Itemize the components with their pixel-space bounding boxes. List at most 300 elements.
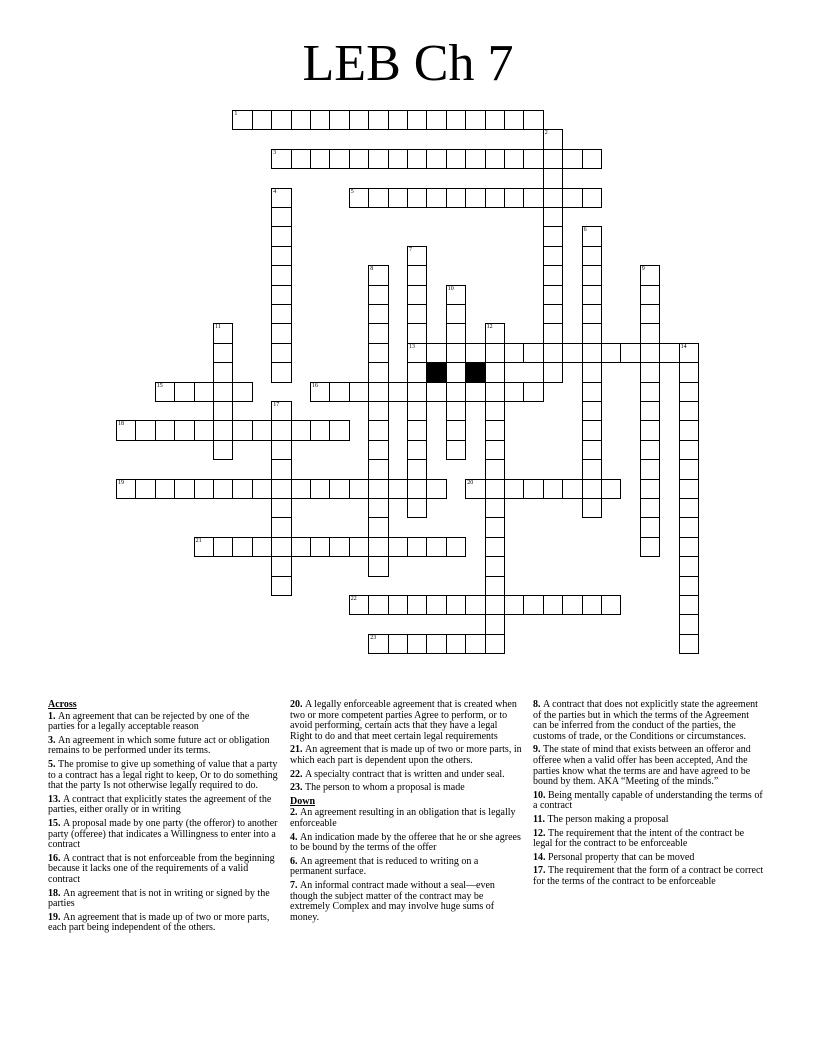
crossword-cell[interactable]: [252, 479, 272, 499]
clue-column-1: [48, 700, 278, 937]
crossword-cell[interactable]: [485, 595, 505, 615]
crossword-cell[interactable]: [174, 382, 194, 402]
blocked-cell: [465, 362, 485, 382]
crossword-cell[interactable]: [291, 110, 311, 130]
crossword-cell[interactable]: [388, 149, 408, 169]
crossword-cell[interactable]: [504, 149, 524, 169]
crossword-cell[interactable]: [407, 401, 427, 421]
crossword-cell[interactable]: [446, 323, 466, 343]
crossword-cell[interactable]: [543, 304, 563, 324]
crossword-cell[interactable]: [426, 634, 446, 654]
crossword-cell[interactable]: [213, 362, 233, 382]
clue-number: 9: [641, 266, 645, 273]
crossword-cell[interactable]: [271, 537, 291, 557]
crossword-cell[interactable]: [679, 498, 699, 518]
crossword-cell[interactable]: [271, 343, 291, 363]
clue-number: 4: [273, 188, 277, 195]
crossword-cell[interactable]: [679, 556, 699, 576]
crossword-cell[interactable]: [368, 517, 388, 537]
crossword-cell[interactable]: [388, 595, 408, 615]
crossword-cell[interactable]: [426, 149, 446, 169]
crossword-cell[interactable]: [543, 265, 563, 285]
crossword-cell[interactable]: [407, 420, 427, 440]
crossword-cell[interactable]: [582, 343, 602, 363]
crossword-cell[interactable]: [407, 479, 427, 499]
crossword-cell[interactable]: [446, 595, 466, 615]
crossword-cell[interactable]: [640, 362, 660, 382]
down-clue: 10. Being mentally capable of understanding the terms of a contract: [533, 789, 763, 812]
crossword-cell[interactable]: [679, 420, 699, 440]
across-clue: 23. The person to whom a proposal is made: [290, 782, 465, 794]
crossword-cell[interactable]: [232, 537, 252, 557]
crossword-cell[interactable]: [485, 323, 505, 343]
crossword-cell[interactable]: [388, 110, 408, 130]
crossword-cell[interactable]: [271, 440, 291, 460]
crossword-cell[interactable]: [640, 537, 660, 557]
crossword-cell[interactable]: [446, 440, 466, 460]
crossword-cell[interactable]: [582, 479, 602, 499]
crossword-cell[interactable]: [601, 479, 621, 499]
crossword-cell[interactable]: [465, 634, 485, 654]
crossword-cell[interactable]: [640, 498, 660, 518]
crossword-cell[interactable]: [640, 517, 660, 537]
crossword-cell[interactable]: [523, 110, 543, 130]
crossword-cell[interactable]: [543, 362, 563, 382]
crossword-cell[interactable]: [523, 149, 543, 169]
crossword-cell[interactable]: [407, 304, 427, 324]
crossword-cell[interactable]: [310, 479, 330, 499]
crossword-cell[interactable]: [582, 323, 602, 343]
crossword-cell[interactable]: [562, 188, 582, 208]
crossword-cell[interactable]: [271, 556, 291, 576]
crossword-cell[interactable]: [582, 362, 602, 382]
crossword-cell[interactable]: [232, 420, 252, 440]
crossword-cell[interactable]: [310, 110, 330, 130]
crossword-cell[interactable]: [271, 517, 291, 537]
crossword-cell[interactable]: [446, 420, 466, 440]
down-clue: 2. An agreement resulting in an obligation that is legally enforceable: [290, 807, 516, 829]
crossword-cell[interactable]: [368, 556, 388, 576]
crossword-cell[interactable]: [562, 479, 582, 499]
crossword-cell[interactable]: [388, 479, 408, 499]
crossword-cell[interactable]: [485, 479, 505, 499]
across-heading: Across: [48, 699, 77, 710]
crossword-cell[interactable]: [679, 459, 699, 479]
crossword-cell[interactable]: [271, 304, 291, 324]
crossword-cell[interactable]: [582, 459, 602, 479]
crossword-cell[interactable]: [543, 479, 563, 499]
crossword-cell[interactable]: [523, 188, 543, 208]
crossword-cell[interactable]: [213, 479, 233, 499]
crossword-cell[interactable]: [543, 168, 563, 188]
crossword-cell[interactable]: [426, 343, 446, 363]
crossword-cell[interactable]: [543, 207, 563, 227]
crossword-cell[interactable]: [291, 479, 311, 499]
crossword-cell[interactable]: [523, 382, 543, 402]
crossword-cell[interactable]: [116, 479, 136, 499]
crossword-cell[interactable]: [640, 343, 660, 363]
crossword-cell[interactable]: [252, 420, 272, 440]
crossword-cell[interactable]: [349, 149, 369, 169]
crossword-cell[interactable]: [232, 382, 252, 402]
crossword-cell[interactable]: [543, 323, 563, 343]
crossword-cell[interactable]: [582, 285, 602, 305]
crossword-cell[interactable]: [368, 188, 388, 208]
crossword-cell[interactable]: [485, 382, 505, 402]
crossword-cell[interactable]: [329, 537, 349, 557]
crossword-cell[interactable]: [679, 343, 699, 363]
crossword-cell[interactable]: [582, 401, 602, 421]
crossword-cell[interactable]: [388, 382, 408, 402]
crossword-cell[interactable]: [407, 382, 427, 402]
crossword-cell[interactable]: [504, 110, 524, 130]
crossword-cell[interactable]: [388, 537, 408, 557]
crossword-cell[interactable]: [426, 188, 446, 208]
crossword-cell[interactable]: [620, 343, 640, 363]
crossword-cell[interactable]: [329, 420, 349, 440]
crossword-cell[interactable]: [640, 323, 660, 343]
crossword-cell[interactable]: [271, 265, 291, 285]
crossword-cell[interactable]: [485, 401, 505, 421]
down-clue: 4. An indication made by the offeree that he or she agrees to be bound by the terms of the offer: [290, 831, 521, 854]
crossword-cell[interactable]: [679, 595, 699, 615]
crossword-cell[interactable]: [135, 479, 155, 499]
crossword-cell[interactable]: [485, 459, 505, 479]
crossword-cell[interactable]: [446, 537, 466, 557]
crossword-cell[interactable]: [271, 479, 291, 499]
crossword-cell[interactable]: [368, 110, 388, 130]
crossword-cell[interactable]: [368, 634, 388, 654]
crossword-cell[interactable]: [349, 479, 369, 499]
crossword-cell[interactable]: [446, 110, 466, 130]
crossword-cell[interactable]: [465, 110, 485, 130]
crossword-cell[interactable]: [407, 498, 427, 518]
clue-column-2: [290, 700, 522, 926]
crossword-cell[interactable]: [485, 517, 505, 537]
crossword-cell[interactable]: [543, 149, 563, 169]
crossword-cell[interactable]: [465, 343, 485, 363]
crossword-cell[interactable]: [368, 343, 388, 363]
crossword-cell[interactable]: [310, 149, 330, 169]
crossword-cell[interactable]: [349, 382, 369, 402]
crossword-cell[interactable]: [543, 246, 563, 266]
crossword-cell[interactable]: [213, 440, 233, 460]
crossword-cell[interactable]: [174, 420, 194, 440]
crossword-cell[interactable]: [523, 595, 543, 615]
crossword-cell[interactable]: [271, 323, 291, 343]
crossword-cell[interactable]: [543, 595, 563, 615]
crossword-cell[interactable]: [407, 537, 427, 557]
crossword-cell[interactable]: [213, 401, 233, 421]
crossword-cell[interactable]: [446, 382, 466, 402]
crossword-cell[interactable]: [407, 440, 427, 460]
crossword-cell[interactable]: [232, 479, 252, 499]
crossword-cell[interactable]: [252, 537, 272, 557]
clue-number: 7: [409, 246, 412, 253]
crossword-cell[interactable]: [310, 382, 330, 402]
crossword-cell[interactable]: [368, 304, 388, 324]
crossword-cell[interactable]: [232, 110, 252, 130]
crossword-cell[interactable]: [601, 595, 621, 615]
clue-number: 12: [486, 324, 493, 331]
crossword-cell[interactable]: [407, 110, 427, 130]
crossword-cell[interactable]: [368, 285, 388, 305]
crossword-cell[interactable]: [368, 323, 388, 343]
crossword-cell[interactable]: [407, 634, 427, 654]
crossword-cell[interactable]: [679, 382, 699, 402]
clue-number: 22: [350, 596, 357, 602]
crossword-cell[interactable]: [271, 459, 291, 479]
crossword-cell[interactable]: [543, 226, 563, 246]
crossword-cell[interactable]: [310, 420, 330, 440]
clue-number: 5: [350, 188, 354, 195]
crossword-cell[interactable]: [485, 440, 505, 460]
crossword-cell[interactable]: [349, 188, 369, 208]
crossword-cell[interactable]: [582, 304, 602, 324]
crossword-cell[interactable]: [640, 304, 660, 324]
crossword-cell[interactable]: [446, 304, 466, 324]
crossword-cell[interactable]: [446, 634, 466, 654]
crossword-cell[interactable]: [271, 576, 291, 596]
clue-number: 13: [409, 343, 415, 350]
crossword-cell[interactable]: [562, 343, 582, 363]
crossword-cell[interactable]: [213, 420, 233, 440]
crossword-cell[interactable]: [679, 576, 699, 596]
crossword-cell[interactable]: [291, 537, 311, 557]
crossword-cell[interactable]: [640, 382, 660, 402]
crossword-cell[interactable]: [271, 246, 291, 266]
clue-number: 14: [680, 343, 687, 350]
clue-number: 16: [312, 382, 318, 389]
crossword-cell[interactable]: [504, 188, 524, 208]
crossword-cell[interactable]: [368, 420, 388, 440]
crossword-cell[interactable]: [368, 401, 388, 421]
crossword-cell[interactable]: [407, 595, 427, 615]
crossword-cell[interactable]: [271, 362, 291, 382]
crossword-cell[interactable]: [213, 343, 233, 363]
crossword-cell[interactable]: [271, 188, 291, 208]
crossword-cell[interactable]: [349, 537, 369, 557]
crossword-cell[interactable]: [679, 634, 699, 654]
clue-number: 17: [273, 402, 280, 408]
crossword-cell[interactable]: [407, 188, 427, 208]
crossword-cell[interactable]: [562, 595, 582, 615]
crossword-cell[interactable]: [485, 537, 505, 557]
crossword-cell[interactable]: [310, 537, 330, 557]
clue-number: 11: [215, 324, 221, 331]
crossword-cell[interactable]: [155, 420, 175, 440]
crossword-cell[interactable]: [407, 246, 427, 266]
crossword-cell[interactable]: [194, 382, 214, 402]
crossword-cell[interactable]: [659, 343, 679, 363]
crossword-cell[interactable]: [679, 537, 699, 557]
crossword-cell[interactable]: [485, 614, 505, 634]
crossword-cell[interactable]: [582, 498, 602, 518]
crossword-cell[interactable]: [582, 226, 602, 246]
crossword-cell[interactable]: [485, 149, 505, 169]
crossword-cell[interactable]: [349, 110, 369, 130]
crossword-cell[interactable]: [407, 459, 427, 479]
crossword-cell[interactable]: [504, 595, 524, 615]
crossword-cell[interactable]: [368, 498, 388, 518]
crossword-cell[interactable]: [485, 498, 505, 518]
crossword-cell[interactable]: [543, 343, 563, 363]
crossword-cell[interactable]: [213, 323, 233, 343]
crossword-cell[interactable]: [368, 265, 388, 285]
crossword-cell[interactable]: [388, 634, 408, 654]
crossword-cell[interactable]: [116, 420, 136, 440]
crossword-cell[interactable]: [407, 285, 427, 305]
crossword-cell[interactable]: [465, 479, 485, 499]
crossword-cell[interactable]: [271, 498, 291, 518]
crossword-cell[interactable]: [640, 265, 660, 285]
across-clue: 21. An agreement that is made up of two or more parts, in which each part is dependent upon the others.: [290, 744, 522, 766]
crossword-cell[interactable]: [271, 420, 291, 440]
crossword-cell[interactable]: [329, 382, 349, 402]
crossword-cell[interactable]: [640, 479, 660, 499]
crossword-cell[interactable]: [485, 634, 505, 654]
crossword-cell[interactable]: [485, 188, 505, 208]
crossword-cell[interactable]: [543, 285, 563, 305]
crossword-cell[interactable]: [543, 129, 563, 149]
crossword-cell[interactable]: [582, 440, 602, 460]
crossword-cell[interactable]: [465, 595, 485, 615]
down-clue: 11. The person making a proposal: [533, 813, 669, 825]
crossword-cell[interactable]: [679, 614, 699, 634]
crossword-cell[interactable]: [407, 323, 427, 343]
crossword-cell[interactable]: [155, 479, 175, 499]
crossword-cell[interactable]: [679, 440, 699, 460]
crossword-cell[interactable]: [349, 595, 369, 615]
crossword-cell[interactable]: [582, 246, 602, 266]
across-clue: 1. An agreement that can be rejected by one of the parties for a legally acceptable reason: [48, 710, 250, 733]
crossword-cell[interactable]: [601, 343, 621, 363]
crossword-cell[interactable]: [426, 382, 446, 402]
crossword-cell[interactable]: [485, 556, 505, 576]
crossword-cell[interactable]: [368, 479, 388, 499]
crossword-cell[interactable]: [504, 479, 524, 499]
crossword-cell[interactable]: [426, 595, 446, 615]
crossword-cell[interactable]: [582, 420, 602, 440]
crossword-cell[interactable]: [135, 420, 155, 440]
crossword-cell[interactable]: [504, 343, 524, 363]
down-clue: 9. The state of mind that exists between an offeror and offeree when a valid offer has been accepted, And the parties know what the terms are and have agreed to be bound by them. AKA “Meeting of the minds.”: [533, 744, 751, 788]
crossword-cell[interactable]: [407, 149, 427, 169]
crossword-cell[interactable]: [426, 479, 446, 499]
crossword-cell[interactable]: [368, 459, 388, 479]
crossword-cell[interactable]: [504, 382, 524, 402]
crossword-cell[interactable]: [640, 285, 660, 305]
crossword-cell[interactable]: [368, 595, 388, 615]
clue-number: 6: [583, 227, 587, 234]
crossword-cell[interactable]: [485, 420, 505, 440]
down-clue: 6. An agreement that is reduced to writing on a permanent surface.: [290, 855, 479, 878]
crossword-cell[interactable]: [582, 149, 602, 169]
crossword-cell[interactable]: [679, 401, 699, 421]
across-clue: 22. A specialty contract that is written and under seal.: [290, 768, 505, 780]
crossword-cell[interactable]: [407, 343, 427, 363]
crossword-cell[interactable]: [271, 401, 291, 421]
crossword-cell[interactable]: [252, 110, 272, 130]
crossword-cell[interactable]: [485, 110, 505, 130]
down-heading: Down: [290, 795, 316, 807]
crossword-cell[interactable]: [271, 285, 291, 305]
crossword-cell[interactable]: [194, 479, 214, 499]
crossword-cell[interactable]: [562, 149, 582, 169]
crossword-cell[interactable]: [426, 110, 446, 130]
crossword-cell[interactable]: [582, 382, 602, 402]
crossword-cell[interactable]: [446, 343, 466, 363]
crossword-cell[interactable]: [640, 459, 660, 479]
crossword-cell[interactable]: [271, 149, 291, 169]
crossword-cell[interactable]: [329, 110, 349, 130]
crossword-cell[interactable]: [679, 362, 699, 382]
crossword-cell[interactable]: [446, 149, 466, 169]
crossword-cell[interactable]: [640, 420, 660, 440]
crossword-cell[interactable]: [582, 265, 602, 285]
clue-number: 19: [118, 479, 124, 486]
crossword-cell[interactable]: [640, 401, 660, 421]
crossword-cell[interactable]: [446, 362, 466, 382]
crossword-cell[interactable]: [368, 440, 388, 460]
crossword-cell[interactable]: [465, 149, 485, 169]
crossword-cell[interactable]: [329, 149, 349, 169]
crossword-cell[interactable]: [485, 343, 505, 363]
across-clue: 20. A legally enforceable agreement that is created when two or more competent parties Agree to perform, or to avoid performing, certain acts that they have a legal Right to do and that meet certain legal requirements: [290, 699, 517, 742]
crossword-cell[interactable]: [213, 382, 233, 402]
crossword-cell[interactable]: [426, 537, 446, 557]
crossword-cell[interactable]: [368, 537, 388, 557]
crossword-cell[interactable]: [291, 420, 311, 440]
crossword-cell[interactable]: [679, 479, 699, 499]
crossword-cell[interactable]: [194, 537, 214, 557]
crossword-cell[interactable]: [368, 149, 388, 169]
clue-number: 3: [273, 149, 277, 156]
crossword-cell[interactable]: [368, 362, 388, 382]
crossword-cell[interactable]: [291, 149, 311, 169]
crossword-cell[interactable]: [368, 382, 388, 402]
crossword-cell[interactable]: [543, 188, 563, 208]
crossword-cell[interactable]: [213, 537, 233, 557]
crossword-cell[interactable]: [155, 382, 175, 402]
blocked-cell: [426, 362, 446, 382]
clue-number: 10: [447, 285, 454, 292]
crossword-cell[interactable]: [485, 362, 505, 382]
crossword-cell[interactable]: [271, 226, 291, 246]
crossword-cell[interactable]: [523, 479, 543, 499]
crossword-cell[interactable]: [388, 188, 408, 208]
crossword-cell[interactable]: [194, 420, 214, 440]
crossword-cell[interactable]: [485, 576, 505, 596]
crossword-cell[interactable]: [465, 382, 485, 402]
crossword-cell[interactable]: [640, 440, 660, 460]
crossword-cell[interactable]: [329, 479, 349, 499]
crossword-cell[interactable]: [679, 517, 699, 537]
crossword-cell[interactable]: [465, 188, 485, 208]
crossword-cell[interactable]: [446, 401, 466, 421]
crossword-cell[interactable]: [446, 285, 466, 305]
crossword-cell[interactable]: [582, 188, 602, 208]
crossword-cell[interactable]: [446, 188, 466, 208]
crossword-cell[interactable]: [407, 265, 427, 285]
crossword-cell[interactable]: [523, 343, 543, 363]
crossword-cell[interactable]: [407, 362, 427, 382]
crossword-cell[interactable]: [174, 479, 194, 499]
crossword-cell[interactable]: [271, 110, 291, 130]
crossword-cell[interactable]: [582, 595, 602, 615]
clue-number: 1: [234, 111, 238, 117]
crossword-cell[interactable]: [271, 207, 291, 227]
